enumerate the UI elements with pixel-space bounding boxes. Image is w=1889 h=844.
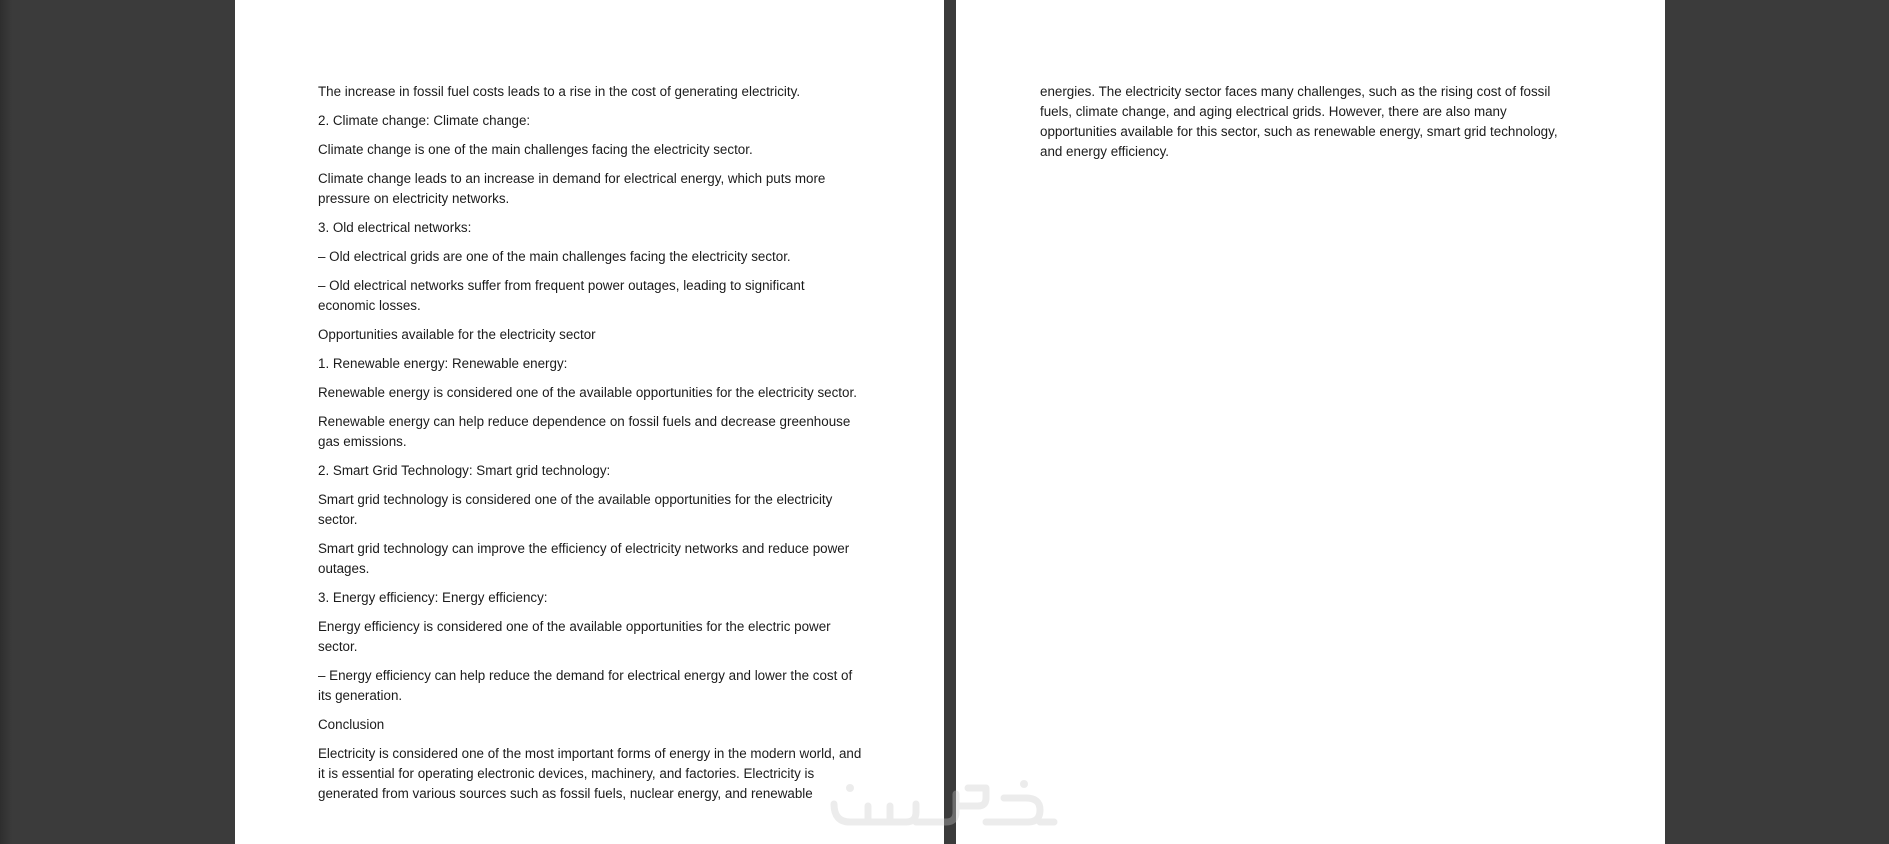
paragraph: Renewable energy is considered one of the available opportunities for the electricity sector. <box>318 385 857 400</box>
paragraph: Smart grid technology is considered one of the available opportunities for the electricity sector. <box>318 492 833 527</box>
paragraph: Climate change is one of the main challenges facing the electricity sector. <box>318 142 753 157</box>
paragraph: Renewable energy can help reduce dependence on fossil fuels and decrease greenhouse gas emissions. <box>318 414 851 449</box>
paragraph: 1. Renewable energy: Renewable energy: <box>318 356 568 371</box>
page-2-text <box>1040 82 1580 171</box>
paragraph: – Old electrical grids are one of the main challenges facing the electricity sector. <box>318 249 791 264</box>
paragraph: 2. Climate change: Climate change: <box>318 113 531 128</box>
paragraph: energies. The electricity sector faces many challenges, such as the rising cost of fossil fuels, climate change, and aging electrical grids. However, there are also many opportunities available for this sector, such as renewable energy, smart grid technology, and energy efficiency. <box>1040 84 1558 159</box>
paragraph: – Old electrical networks suffer from frequent power outages, leading to significant economic losses. <box>318 278 805 313</box>
paragraph: 3. Old electrical networks: <box>318 220 472 235</box>
khamsat-logo-watermark-icon <box>828 776 1060 830</box>
paragraph: Climate change leads to an increase in demand for electrical energy, which puts more pressure on electricity networks. <box>318 171 826 206</box>
paragraph: Energy efficiency is considered one of the available opportunities for the electric power sector. <box>318 619 831 654</box>
paragraph: 2. Smart Grid Technology: Smart grid technology: <box>318 463 611 478</box>
paragraph: – Energy efficiency can help reduce the demand for electrical energy and lower the cost of its generation. <box>318 668 853 703</box>
section-heading: Opportunities available for the electricity sector <box>318 327 596 342</box>
page-gap <box>944 0 956 844</box>
paragraph: 3. Energy efficiency: Energy efficiency: <box>318 590 548 605</box>
document-page-1 <box>235 0 944 844</box>
paragraph: Electricity is considered one of the most important forms of energy in the modern world, and it is essential for operating electronic devices, machinery, and factories. Electricity is generated from various sources such as fossil fuels, nuclear energy, and renewable <box>318 746 862 801</box>
paragraph: The increase in fossil fuel costs leads to a rise in the cost of generating electricity. <box>318 84 801 99</box>
paragraph: Smart grid technology can improve the efficiency of electricity networks and reduce power outages. <box>318 541 850 576</box>
page-1-text <box>318 82 863 813</box>
document-page-2 <box>956 0 1665 844</box>
section-heading: Conclusion <box>318 717 385 732</box>
